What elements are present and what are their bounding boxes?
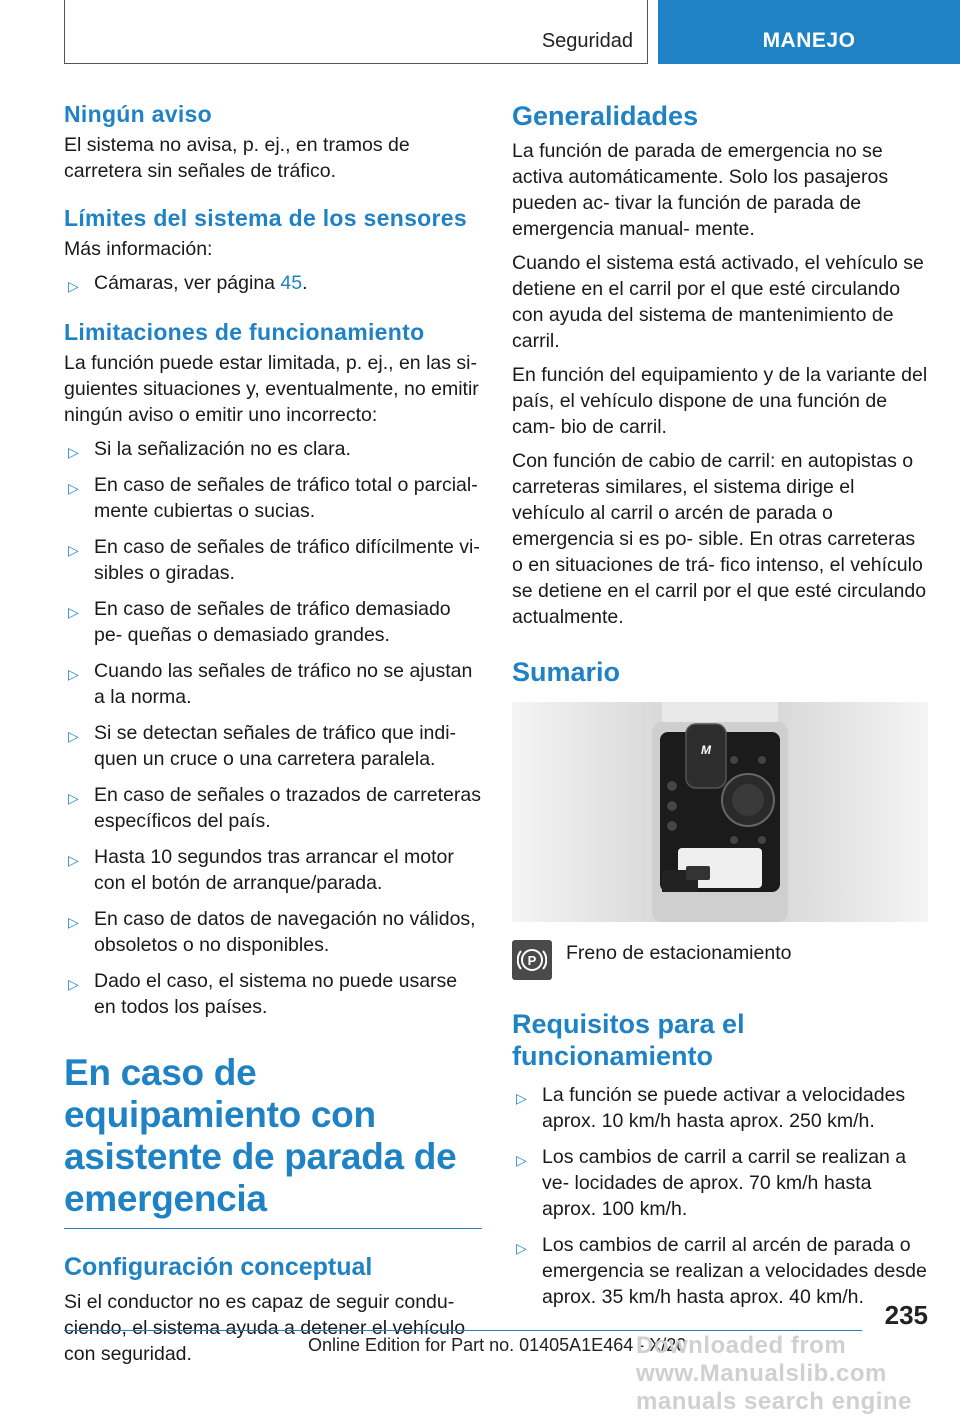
left-column xyxy=(64,100,482,1375)
triangle-right-icon: ▷ xyxy=(516,1090,527,1106)
triangle-right-icon: ▷ xyxy=(68,480,79,496)
center-console-illustration xyxy=(512,702,928,922)
triangle-right-icon: ▷ xyxy=(68,852,79,868)
list-item: ▷ Los cambios de carril a carril se realizan a ve- locidades de aprox. 70 km/h hasta aprox. 100 km/h. xyxy=(516,1146,907,1220)
section-title-ningun-aviso: Ningún aviso xyxy=(64,101,213,127)
console-logo: M xyxy=(701,743,711,757)
triangle-right-icon: ▷ xyxy=(516,1152,527,1168)
header-chapter-label: MANEJO xyxy=(762,29,856,52)
header-chapter-tab[interactable] xyxy=(658,0,960,64)
section-title-requisitos: Requisitos para el funcionamiento xyxy=(512,1009,745,1071)
main-heading: En caso de equipamiento con asistente de parada de emergencia xyxy=(64,1052,482,1229)
list-item: ▷ En caso de señales o trazados de carreteras específicos del país. xyxy=(68,784,481,832)
triangle-right-icon: ▷ xyxy=(68,604,79,620)
paragraph: La función de parada de emergencia no se activa automáticamente. Solo los pasajeros pueden ac- tivar la función de parada de emergencia manual- mente. xyxy=(512,140,889,240)
header-section-title: Seguridad xyxy=(541,30,633,52)
list-item: ▷ En caso de datos de navegación no válidos, obsoletos o no disponibles. xyxy=(68,908,476,956)
parking-brake-label: Freno de estacionamiento xyxy=(566,942,792,964)
triangle-right-icon: ▷ xyxy=(68,790,79,806)
triangle-right-icon: ▷ xyxy=(68,728,79,744)
section-title-limites: Límites del sistema de los sensores xyxy=(64,205,467,231)
bullet-list xyxy=(64,436,482,1020)
paragraph: Cuando el sistema está activado, el vehículo se detiene en el carril por el que esté circulando con ayuda del sistema de mantenimiento de carril. xyxy=(512,252,924,352)
section-title-limitaciones: Limitaciones de funcionamiento xyxy=(64,319,425,345)
triangle-right-icon: ▷ xyxy=(68,666,79,682)
paragraph: Con función de cabio de carril: en autopistas o carreteras similares, el sistema dirige el vehículo al carril o arcén de parada o emergencia si es po- sible. En otras carreteras o en situaciones de trá- fico intenso, el vehículo se detiene en el carril por el que esté circulando actualmente. xyxy=(512,450,927,628)
list-item: ▷ Dado el caso, el sistema no puede usarse en todos los países. xyxy=(68,970,458,1018)
page-number: 235 xyxy=(884,1300,928,1330)
parking-brake-legend xyxy=(512,940,928,980)
list-item: ▷ Si la señalización no es clara. xyxy=(64,436,482,462)
list-item: ▷ Hasta 10 segundos tras arrancar el motor con el botón de arranque/parada. xyxy=(68,846,454,894)
paragraph: En función del equipamiento y de la variante del país, el vehículo dispone de una función de cam- bio de carril. xyxy=(512,364,928,438)
footer-edition: Online Edition for Part no. 01405A1E464 - X/20 xyxy=(308,1335,687,1355)
footer-divider xyxy=(64,1330,862,1331)
list-item: ▷ La función se puede activar a velocidades aprox. 10 km/h hasta aprox. 250 km/h. xyxy=(516,1084,906,1132)
header-frame xyxy=(64,0,648,64)
list-item: ▷ Los cambios de carril al arcén de parada o emergencia se realizan a velocidades desde aprox. 35 km/h hasta aprox. 40 km/h. xyxy=(516,1234,927,1308)
section-title-configuracion: Configuración conceptual xyxy=(64,1253,373,1281)
bullet-list xyxy=(64,270,482,296)
section-title-generalidades: Generalidades xyxy=(512,101,699,131)
triangle-right-icon: ▷ xyxy=(68,914,79,930)
triangle-right-icon: ▷ xyxy=(68,444,79,460)
list-item: ▷ En caso de señales de tráfico difícilmente vi- sibles o giradas. xyxy=(68,536,480,584)
list-item: ▷ Cuando las señales de tráfico no se ajustan a la norma. xyxy=(68,660,473,708)
bullet-list xyxy=(512,1082,928,1310)
paragraph: La función puede estar limitada, p. ej., en las si- guientes situaciones y, eventualmente, no emitir ningún aviso o emitir uno incorrecto: xyxy=(64,352,479,426)
watermark: Downloaded from www.Manualslib.com manuals search engine xyxy=(636,1332,912,1415)
paragraph: El sistema no avisa, p. ej., en tramos de carretera sin señales de tráfico. xyxy=(64,134,410,182)
page-link[interactable]: 45 xyxy=(280,272,303,294)
list-item: ▷ Si se detectan señales de tráfico que indi- quen un cruce o una carretera paralela. xyxy=(68,722,457,770)
triangle-right-icon: ▷ xyxy=(68,278,79,294)
list-item: ▷ Cámaras, ver página 45. xyxy=(64,270,482,296)
center-console-photo xyxy=(512,702,928,922)
list-item: ▷ En caso de señales de tráfico demasiado pe- queñas o demasiado grandes. xyxy=(68,598,451,646)
section-title-sumario: Sumario xyxy=(512,657,621,687)
paragraph: Si el conductor no es capaz de seguir condu- ciendo, el sistema ayuda a detener el vehículo con seguridad. xyxy=(64,1291,466,1365)
parking-brake-icon xyxy=(512,940,552,980)
right-column xyxy=(512,100,928,1320)
paragraph: Más información: xyxy=(64,238,213,260)
triangle-right-icon: ▷ xyxy=(68,542,79,558)
list-item: ▷ En caso de señales de tráfico total o parcial- mente cubiertas o sucias. xyxy=(68,474,478,522)
svg-text:P: P xyxy=(527,953,537,968)
triangle-right-icon: ▷ xyxy=(68,976,79,992)
triangle-right-icon: ▷ xyxy=(516,1240,527,1256)
